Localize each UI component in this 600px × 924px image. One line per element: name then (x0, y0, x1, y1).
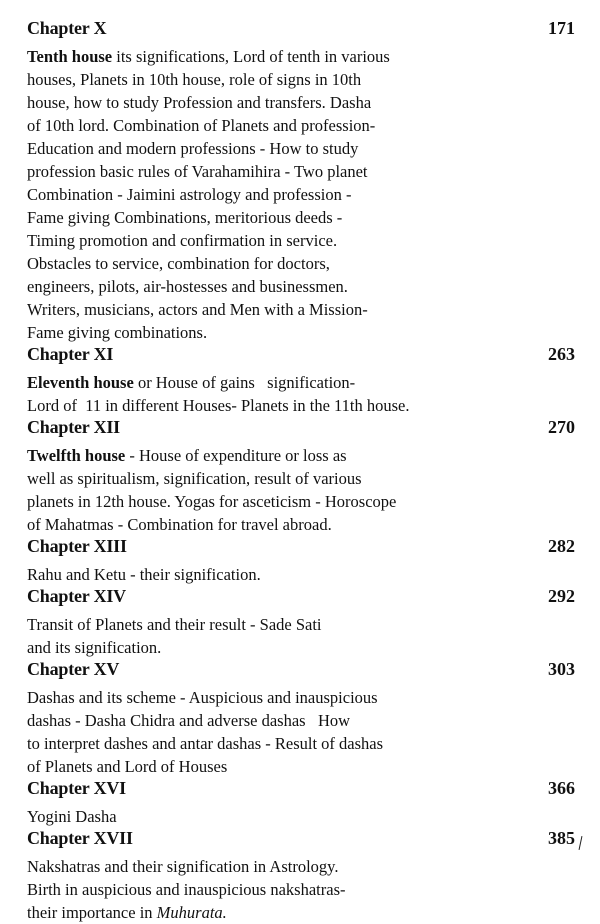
chapter-title: Chapter XIV (27, 586, 126, 606)
description-line: of Mahatmas - Combination for travel abroad. (27, 515, 332, 534)
toc-entry-chapter-x (27, 18, 575, 344)
chapter-description (27, 444, 575, 536)
description-line: of 10th lord. Combination of Planets and profession- (27, 116, 376, 135)
description-line: Rahu and Ketu - their signification. (27, 565, 261, 584)
chapter-heading-row (27, 778, 575, 805)
description-line: Tenth house its significations, Lord of tenth in various (27, 47, 390, 66)
chapter-description (27, 805, 575, 828)
description-line: Eleventh house or House of gains signification- (27, 373, 356, 392)
description-line: Education and modern professions - How to study (27, 139, 359, 158)
description-line: of Planets and Lord of Houses (27, 757, 228, 776)
description-line: Dashas and its scheme - Auspicious and inauspicious (27, 688, 378, 707)
chapter-description (27, 371, 575, 417)
description-line: well as spiritualism, signification, result of various (27, 469, 362, 488)
page-number: 171 (548, 18, 575, 38)
chapter-description (27, 563, 575, 586)
description-line: Combination - Jaimini astrology and profession - (27, 185, 352, 204)
description-line: house, how to study Profession and transfers. Dasha (27, 93, 372, 112)
description-line: Twelfth house - House of expenditure or loss as (27, 446, 347, 465)
toc-entry-chapter-xi (27, 344, 575, 417)
page-number: 385 (548, 828, 575, 848)
description-line: Writers, musicians, actors and Men with a Mission- (27, 300, 368, 319)
description-line: Birth in auspicious and inauspicious nakshatras- (27, 880, 346, 899)
page-number: 303 (548, 659, 575, 679)
page-number: 292 (548, 586, 575, 606)
chapter-description (27, 855, 575, 924)
description-line: Fame giving combinations. (27, 323, 208, 342)
chapter-title: Chapter XVII (27, 828, 133, 848)
chapter-description (27, 613, 575, 659)
description-line: Yogini Dasha (27, 807, 117, 826)
description-line: to interpret dashes and antar dashas - Result of dashas (27, 734, 384, 753)
chapter-title: Chapter XI (27, 344, 114, 364)
description-line: Obstacles to service, combination for doctors, (27, 254, 330, 273)
chapter-title: Chapter XIII (27, 536, 127, 556)
chapter-heading-row (27, 659, 575, 686)
lead-term: Twelfth house (27, 446, 126, 465)
toc-entry-chapter-xvi (27, 778, 575, 828)
chapter-description (27, 686, 575, 778)
italic-term: Muhurata. (156, 903, 227, 922)
toc-entry-chapter-xiv (27, 586, 575, 659)
toc-entry-chapter-xvii (27, 828, 575, 924)
lead-term: Eleventh house (27, 373, 134, 392)
description-line: Lord of 11 in different Houses- Planets in the 11th house. (27, 396, 410, 415)
description-line: Timing promotion and confirmation in service. (27, 231, 338, 250)
chapter-heading-row (27, 586, 575, 613)
description-line: dashas - Dasha Chidra and adverse dashas How (27, 711, 351, 730)
description-line: Fame giving Combinations, meritorious deeds - (27, 208, 343, 227)
chapter-heading-row (27, 344, 575, 371)
toc-entry-chapter-xii (27, 417, 575, 536)
chapter-title: Chapter XV (27, 659, 120, 679)
description-line: planets in 12th house. Yogas for asceticism - Horoscope (27, 492, 397, 511)
chapter-description (27, 45, 575, 344)
description-line: engineers, pilots, air-hostesses and businessmen. (27, 277, 348, 296)
description-line: Nakshatras and their signification in Astrology. (27, 857, 339, 876)
page-number: 263 (548, 344, 575, 364)
description-line: and its signification. (27, 638, 162, 657)
toc-entry-chapter-xv (27, 659, 575, 778)
description-line: houses, Planets in 10th house, role of signs in 10th (27, 70, 362, 89)
chapter-title: Chapter XII (27, 417, 120, 437)
chapter-title: Chapter XVI (27, 778, 126, 798)
page-number: 282 (548, 536, 575, 556)
toc-entry-chapter-xiii (27, 536, 575, 586)
chapter-heading-row (27, 417, 575, 444)
page-number: 270 (548, 417, 575, 437)
description-line: their importance in Muhurata. (27, 903, 227, 922)
description-line: profession basic rules of Varahamihira - Two planet (27, 162, 368, 181)
description-line: Transit of Planets and their result - Sade Sati (27, 615, 322, 634)
chapter-heading-row (27, 536, 575, 563)
chapter-heading-row (27, 828, 575, 855)
page-number: 366 (548, 778, 575, 798)
pen-tick-mark (579, 836, 583, 850)
chapter-heading-row (27, 18, 575, 45)
chapter-title: Chapter X (27, 18, 107, 38)
lead-term: Tenth house (27, 47, 113, 66)
